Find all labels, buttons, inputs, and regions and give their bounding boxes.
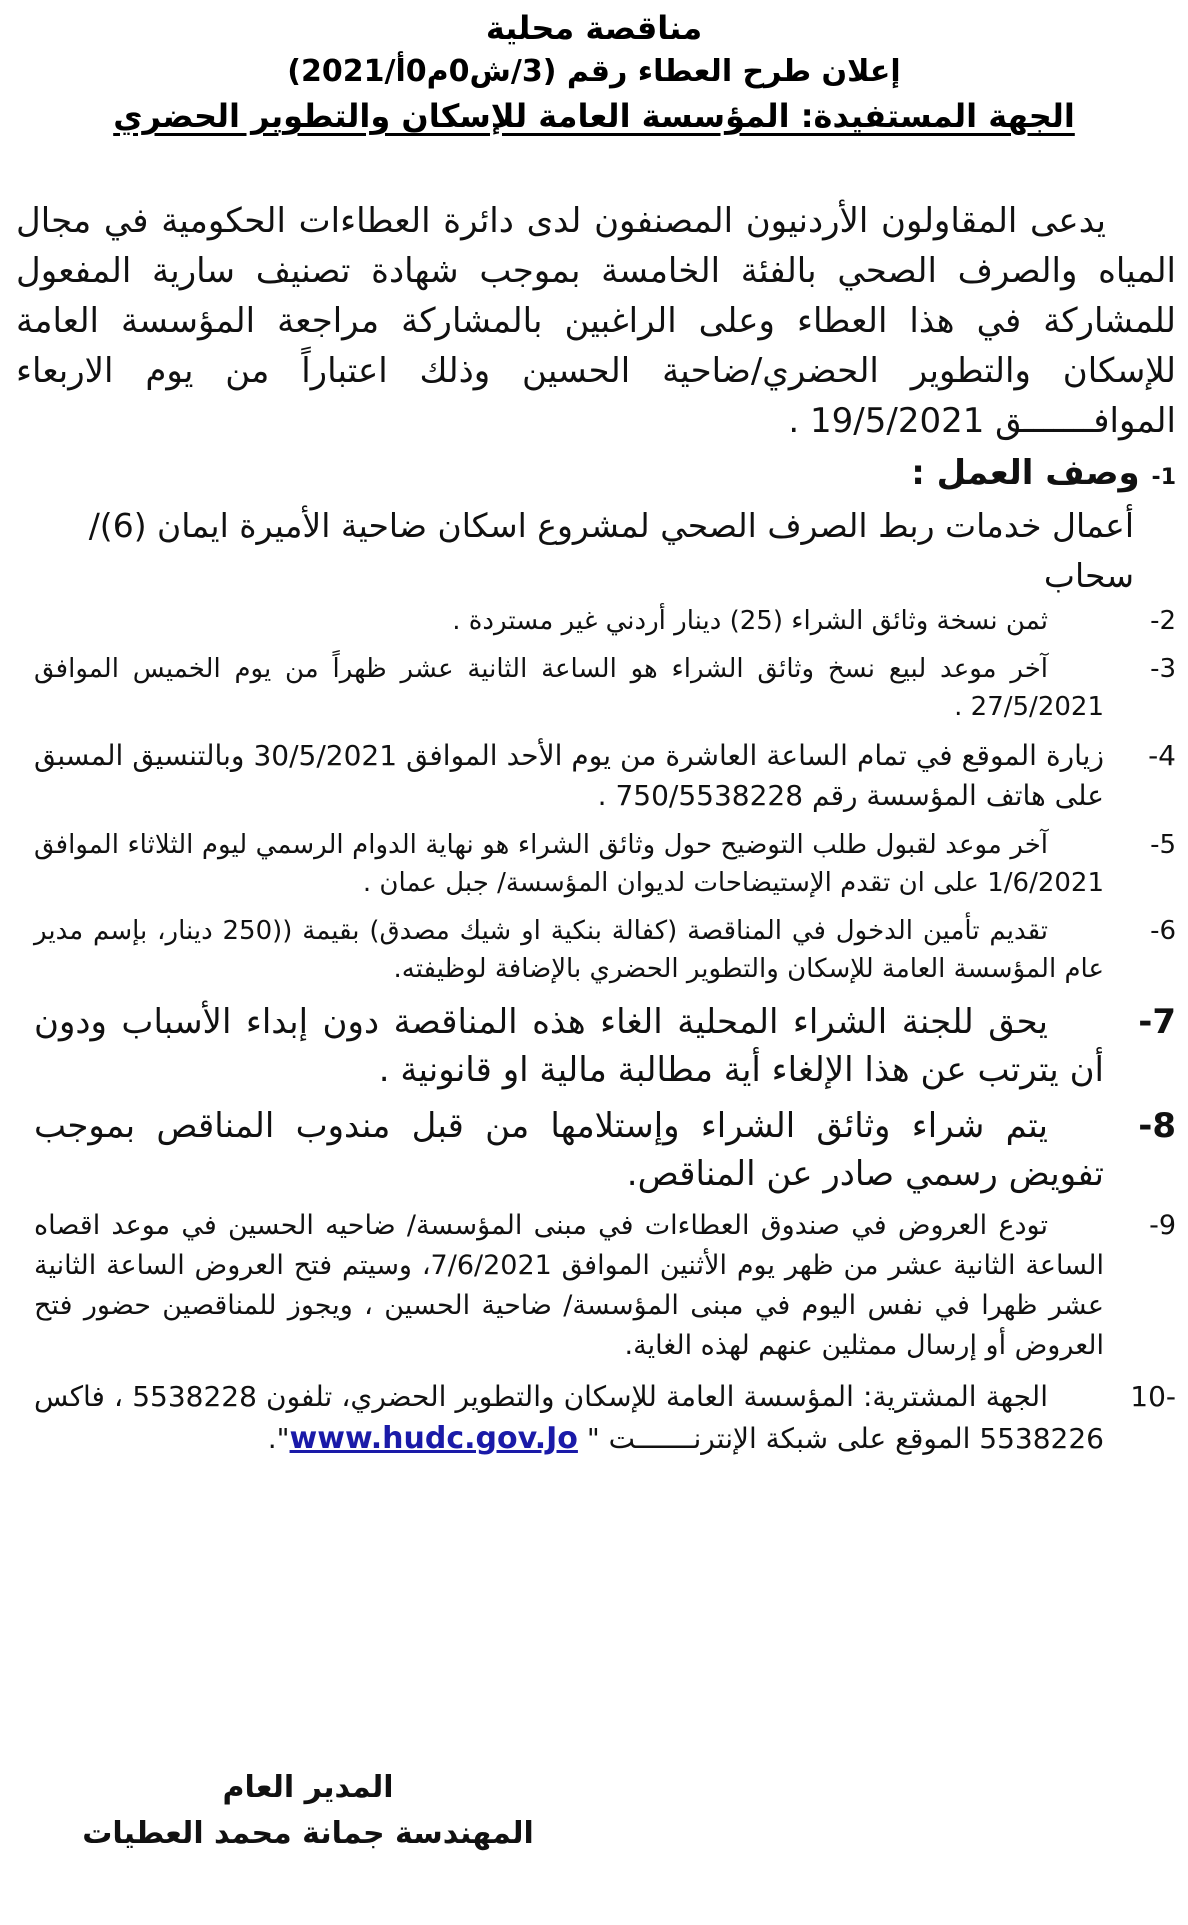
item-text: آخر موعد لقبول طلب التوضيح حول وثائق الشراء هو نهاية الدوام الرسمي ليوم الثلاثاء الموافق 1/6/2021 على ان تقدم الإستيضاحات لديوان المؤسسة/ جبل عمان .: [34, 830, 1104, 898]
item-text: ثمن نسخة وثائق الشراء (25) دينار أردني غير مستردة .: [452, 606, 1048, 636]
item-text: يتم شراء وثائق الشراء وإستلامها من قبل مندوب المناقص بموجب تفويض رسمي صادر عن المناقص.: [34, 1106, 1104, 1194]
section-number: 1-: [1151, 465, 1176, 490]
item-text: زيارة الموقع في تمام الساعة العاشرة من يوم الأحد الموافق 30/5/2021 وبالتنسيق المسبق على هاتف المؤسسة رقم 750/5538228 .: [34, 739, 1104, 812]
section-body: أعمال خدمات ربط الصرف الصحي لمشروع اسكان ضاحية الأميرة ايمان (6)/ سحاب: [88, 506, 1134, 595]
beneficiary-line: الجهة المستفيدة: المؤسسة العامة للإسكان والتطوير الحضري: [113, 97, 1075, 135]
item-number: 8-: [1138, 1106, 1176, 1146]
header: [0, 6, 1188, 138]
list-item: [16, 1102, 1176, 1198]
list-item: [16, 1206, 1176, 1366]
item-number: 4-: [1148, 739, 1176, 772]
section-heading: [16, 450, 1176, 501]
item-number: 5-: [1150, 830, 1176, 860]
list-item: [16, 998, 1176, 1094]
list-item: [16, 912, 1176, 988]
section-title: وصف العمل :: [911, 453, 1140, 493]
section-work-description: [16, 450, 1176, 601]
item-number: 9-: [1149, 1210, 1176, 1241]
list-item: [16, 1376, 1176, 1460]
item-text: الجهة المشترية: المؤسسة العامة للإسكان والتطوير الحضري، تلفون 5538228 ، فاكس 5538226 الموقع على شبكة الإنترنـــــــت " www.hudc.gov.Jo".: [34, 1380, 1104, 1456]
item-text: تقديم تأمين الدخول في المناقصة (كفالة بنكية او شيك مصدق) بقيمة ((250 دينار، بإسم مدير عام المؤسسة العامة للإسكان والتطوير الحضري بالإضافة لوظيفته.: [34, 916, 1104, 984]
item-number: -10: [1130, 1380, 1176, 1413]
signatory-role: المدير العام: [222, 1770, 394, 1805]
announcement-number: إعلان طرح العطاء رقم (3/ش0م0أ/2021): [287, 54, 901, 89]
item-text: آخر موعد لبيع نسخ وثائق الشراء هو الساعة الثانية عشر ظهراً من يوم الخميس الموافق 27/5/2021 .: [34, 654, 1104, 722]
list-item: [16, 602, 1176, 640]
item-number: 2-: [1150, 606, 1176, 636]
terms-list: [16, 602, 1176, 1470]
signatory-name: المهندسة جمانة محمد العطيات: [82, 1816, 534, 1851]
page-title: مناقصة محلية: [485, 9, 703, 47]
list-item: [16, 650, 1176, 726]
item-number: 7-: [1138, 1002, 1176, 1042]
item-text: يحق للجنة الشراء المحلية الغاء هذه المناقصة دون إبداء الأسباب ودون أن يترتب عن هذا الإلغاء أية مطالبة مالية او قانونية .: [34, 1002, 1104, 1090]
item-text: تودع العروض في صندوق العطاءات في مبنى المؤسسة/ ضاحيه الحسين في موعد اقصاه الساعة الثانية عشر من ظهر يوم الأثنين الموافق 7/6/2021، وسيتم فتح العروض الساعة الثانية عشر ظهرا في نفس اليوم في مبنى المؤسسة/ ضاحية الحسين ، ويجوز للمناقصين حضور فتح العروض أو إرسال ممثلين عنهم لهذه الغاية.: [34, 1210, 1105, 1361]
list-item: [16, 826, 1176, 902]
item-number: 6-: [1150, 916, 1176, 946]
intro-paragraph: يدعى المقاولون الأردنيون المصنفون لدى دائرة العطاءات الحكومية في مجال المياه والصرف الصحي بالفئة الخامسة بموجب شهادة تصنيف سارية المفعول للمشاركة في هذا العطاء وعلى الراغبين بالمشاركة مراجعة المؤسسة العامة للإسكان والتطوير الحضري/ضاحية الحسين وذلك اعتباراً من يوم الاربعاء الموافـــــــق 19/5/2021 .: [16, 201, 1176, 441]
website-link[interactable]: www.hudc.gov.Jo: [289, 1421, 578, 1456]
item-number: 3-: [1150, 654, 1176, 684]
signature-block: [48, 1765, 568, 1857]
list-item: [16, 736, 1176, 816]
